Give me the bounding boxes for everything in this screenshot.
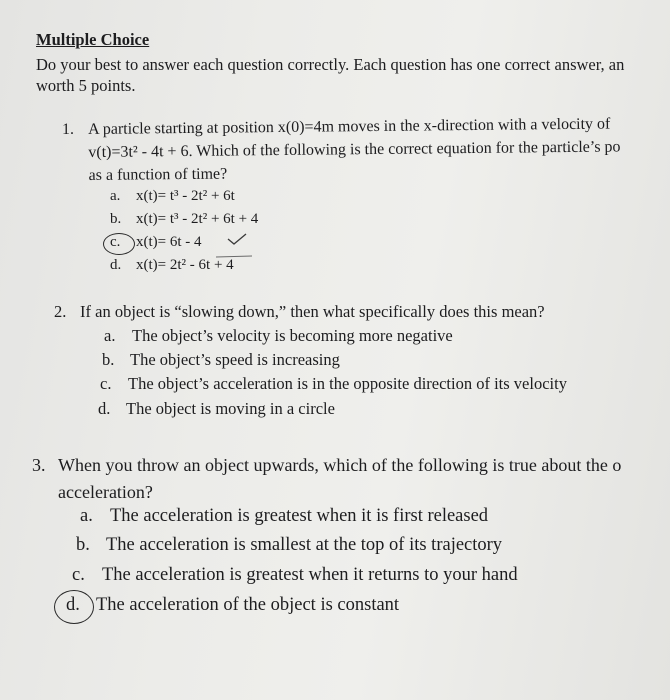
option-text: The object’s acceleration is in the opposite direction of its velocity [128, 374, 567, 393]
stem-line: When you throw an object upwards, which of the following is true about the o [58, 455, 622, 475]
instructions-line: worth 5 points. [36, 76, 136, 95]
option-letter: c. [110, 234, 121, 250]
option-text: x(t)= t³ - 2t² + 6t [136, 188, 235, 204]
section-title: Multiple Choice [36, 30, 150, 49]
option-text: x(t)= 2t² - 6t + 4 [136, 257, 234, 273]
option-3d [66, 595, 399, 616]
question-stem [80, 300, 545, 324]
instructions-line: Do your best to answer each question correctly. Each question has one correct answer, an [36, 55, 625, 74]
option-2b [102, 350, 340, 370]
pencil-line-icon [214, 254, 254, 260]
check-mark-icon [226, 232, 248, 246]
option-letter: a. [110, 188, 121, 204]
answer-circle-1c [103, 233, 135, 255]
option-text: x(t)= t³ - 2t² + 6t + 4 [136, 211, 259, 227]
question-number: 3. [32, 455, 46, 475]
option-2d [98, 399, 335, 419]
answer-circle-3d [54, 590, 94, 624]
stem-line: v(t)=3t² - 4t + 6. Which of the following is the correct equation for the particle’s po [88, 138, 621, 161]
instructions [36, 54, 670, 96]
option-text: The acceleration of the object is constant [96, 595, 400, 615]
option-2a [104, 326, 453, 346]
question-number: 1. [62, 121, 74, 138]
stem-line: A particle starting at position x(0)=4m moves in the x-direction with a velocity of [88, 115, 611, 138]
option-text: The acceleration is smallest at the top of its trajectory [106, 535, 503, 555]
option-text: The object’s velocity is becoming more negative [132, 326, 453, 345]
option-text: The acceleration is greatest when it returns to your hand [102, 565, 518, 585]
stem-line: acceleration? [58, 482, 153, 502]
question-number: 2. [54, 302, 67, 321]
option-letter: b. [110, 211, 122, 227]
option-2c [100, 374, 567, 394]
question-stem [88, 112, 621, 187]
option-letter: a. [80, 506, 93, 526]
option-letter: a. [104, 326, 116, 345]
option-text: x(t)= 6t - 4 [136, 234, 202, 250]
option-letter: d. [110, 257, 122, 273]
stem-line: as a function of time? [88, 165, 228, 184]
option-1b [110, 211, 258, 228]
option-letter: c. [100, 374, 112, 393]
option-1a [110, 188, 235, 205]
option-3a [80, 506, 488, 527]
option-letter: c. [72, 565, 85, 585]
question-stem [58, 452, 621, 506]
option-letter: b. [76, 535, 90, 555]
option-text: The object is moving in a circle [126, 399, 335, 418]
option-text: The object’s speed is increasing [130, 350, 340, 369]
stem-line: If an object is “slowing down,” then what specifically does this mean? [80, 302, 545, 321]
option-letter: b. [102, 350, 115, 369]
option-3c [72, 565, 518, 586]
option-letter: d. [66, 595, 80, 615]
option-3b [76, 535, 502, 556]
option-text: The acceleration is greatest when it is first released [110, 506, 489, 526]
option-letter: d. [98, 399, 111, 418]
